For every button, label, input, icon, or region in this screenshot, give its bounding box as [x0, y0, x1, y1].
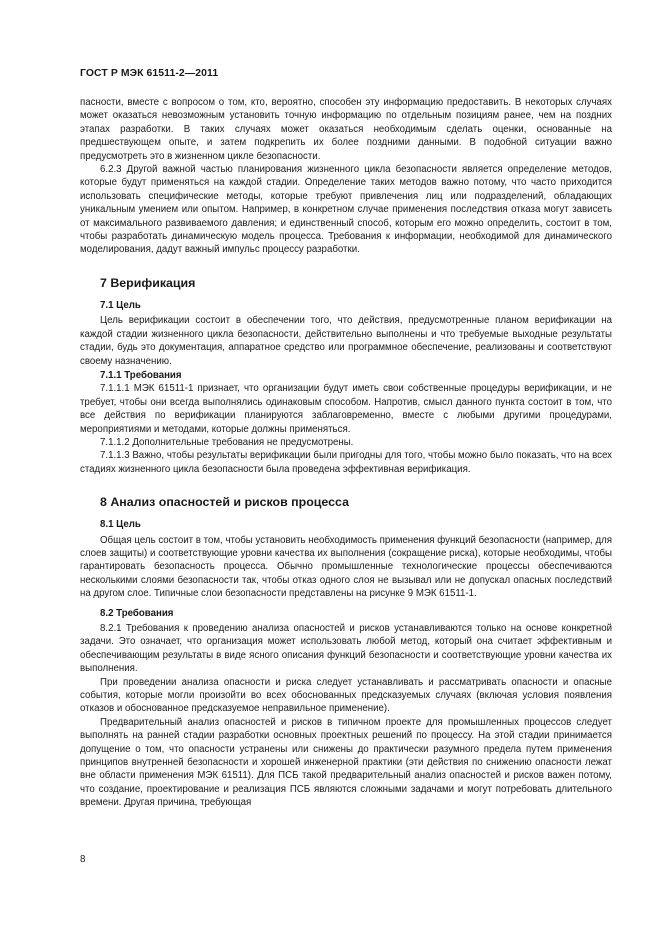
page-number: 8	[80, 854, 86, 865]
paragraph-6-2-3: 6.2.3 Другой важной частью планирования жизненного цикла безопасности является определение методов, которые будут применяться на каждой стадии. Определение таких методов важно потому, что часто приходится использовать специфические методы, которые требуют привлечения лиц или подразделений, обладающих уникальным умением или опытом. Например, в конкретном случае применения последствия отказа могут зависеть от максимального развиваемого давления; и единственный способ, которым его можно определить, состоит в том, чтобы разработать динамическую модель процесса. Требования к информации, необходимой для динамического моделирования, дадут важный импульс процессу разработки.	[80, 164, 612, 256]
subsection-heading-8-2: 8.2 Требования	[100, 607, 174, 619]
section-heading-8: 8 Анализ опасностей и рисков процесса	[100, 495, 349, 510]
paragraph-7-1-1-1: 7.1.1.1 МЭК 61511-1 признает, что организации будут иметь свои собственные процедуры верификации, и не требует, чтобы они всегда выполнялись одинаковым способом. Напротив, смысл данного пункта состоит в том, что все действия по верификации планируются заблаговременно, вместе с любыми другими процедурами, мероприятиями и методами, которые должны применяться.	[80, 383, 612, 435]
paragraph-7-1-1-3: 7.1.1.3 Важно, чтобы результаты верификации были пригодны для того, чтобы можно было показать, что на всех стадиях жизненного цикла безопасности была проведена эффективная верификация.	[80, 450, 612, 475]
paragraph-8-2-1-hazards: При проведении анализа опасности и риска следует устанавливать и рассматривать опасности и опасные события, которые могли произойти во всех обоснованных предсказуемых случаях (включая условия появления отказов и обоснованное предсказуемое неправильное применение).	[80, 676, 612, 715]
section-heading-7: 7 Верификация	[100, 275, 196, 290]
paragraph-8-2-1: 8.2.1 Требования к проведению анализа опасностей и рисков устанавливаются только на основе конкретной задачи. Это означает, что организация может использовать любой метод, который она считает эффективным и обеспечивающим результаты в виде ясного описания функций безопасности и соответствующие уровни качества их выполнения.	[80, 623, 612, 675]
paragraph-7-1-1-2: 7.1.1.2 Дополнительные требования не предусмотрены.	[100, 436, 354, 448]
page-body	[80, 96, 612, 810]
paragraph-8-2-1-preliminary: Предварительный анализ опасностей и рисков в типичном проекте для промышленных процессов следует выполнять на ранней стадии разработки основных проектных решений по процессу. На этой стадии принимается допущение о том, что опасности устранены или снижены до практически разумного предела путем применения принципов внутренней безопасности и хорошей инженерной практики (эти действия по снижению опасности лежат вне области применения МЭК 61511). Для ПСБ такой предварительный анализ опасностей и рисков важен потому, что создание, проектирование и реализация ПСБ являются сложными задачами и могут потребовать длительного времени. Другая причина, требующая	[80, 716, 612, 809]
paragraph-continuation: пасности, вместе с вопросом о том, кто, вероятно, способен эту информацию предоставить. В некоторых случаях может оказаться невозможным установить точную информацию по отдельным позициям ранее, чем на поздних этапах разработки. В таких случаях может оказаться необходимым сделать оценки, основанные на предшествующем опыте, и затем подкрепить их более поздними данными. В подобной ситуации важно предусмотреть это в жизненном цикле безопасности.	[80, 97, 612, 162]
subsection-heading-7-1-1: 7.1.1 Требования	[100, 369, 182, 381]
running-header: ГОСТ Р МЭК 61511-2—2011	[80, 68, 219, 79]
paragraph-7-1: Цель верификации состоит в обеспечении того, что действия, предусмотренные планом верификации на каждой стадии жизненного цикла безопасности, действительно выполнены и что требуемые выходные результаты стадии, будь это документация, аппаратное средство или программное обеспечение, реализованы и соответствуют своему назначению.	[80, 315, 612, 367]
paragraph-8-1: Общая цель состоит в том, чтобы установить необходимость применения функций безопасности (например, для слоев защиты) и соответствующие уровни качества их выполнения (сокращение риска), которые необходимы, чтобы гарантировать безопасность процесса. Обычно промышленные технологические процессы обеспечиваются несколькими слоями безопасности так, чтобы отказ одного слоя не вызывал или не допускал опасных последствий на другом слое. Типичные слои безопасности представлены на рисунке 9 МЭК 61511-1.	[80, 534, 612, 600]
subsection-heading-8-1: 8.1 Цель	[100, 519, 141, 531]
subsection-heading-7-1: 7.1 Цель	[100, 299, 141, 311]
